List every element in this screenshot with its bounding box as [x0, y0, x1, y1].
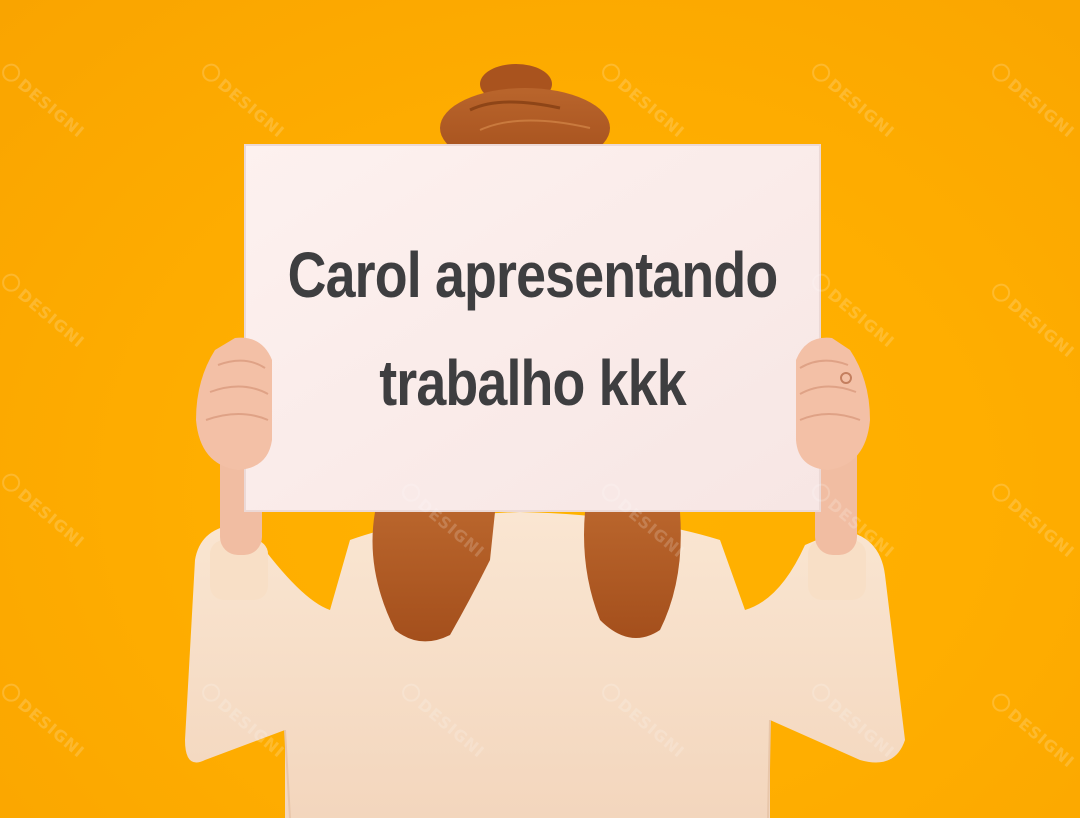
watermark: DESIGNI	[987, 280, 1079, 362]
watermark: DESIGNI	[0, 60, 89, 142]
watermark: DESIGNI	[807, 270, 899, 352]
sign-caption	[245, 145, 820, 511]
watermark: DESIGNI	[987, 690, 1079, 772]
watermark: DESIGNI	[0, 270, 89, 352]
watermark: DESIGNI	[987, 480, 1079, 562]
watermark: DESIGNI	[807, 480, 899, 562]
sign-caption-line-2: trabalho kkk	[379, 347, 686, 419]
sweater	[185, 512, 905, 818]
watermark: DESIGNI	[597, 60, 689, 142]
watermark: DESIGNI	[987, 60, 1079, 142]
watermark: DESIGNI	[807, 60, 899, 142]
sign-caption-line-1: Carol apresentando	[287, 239, 778, 311]
watermark: DESIGNI	[0, 680, 89, 762]
watermark: DESIGNI	[0, 470, 89, 552]
watermark: DESIGNI	[197, 60, 289, 142]
